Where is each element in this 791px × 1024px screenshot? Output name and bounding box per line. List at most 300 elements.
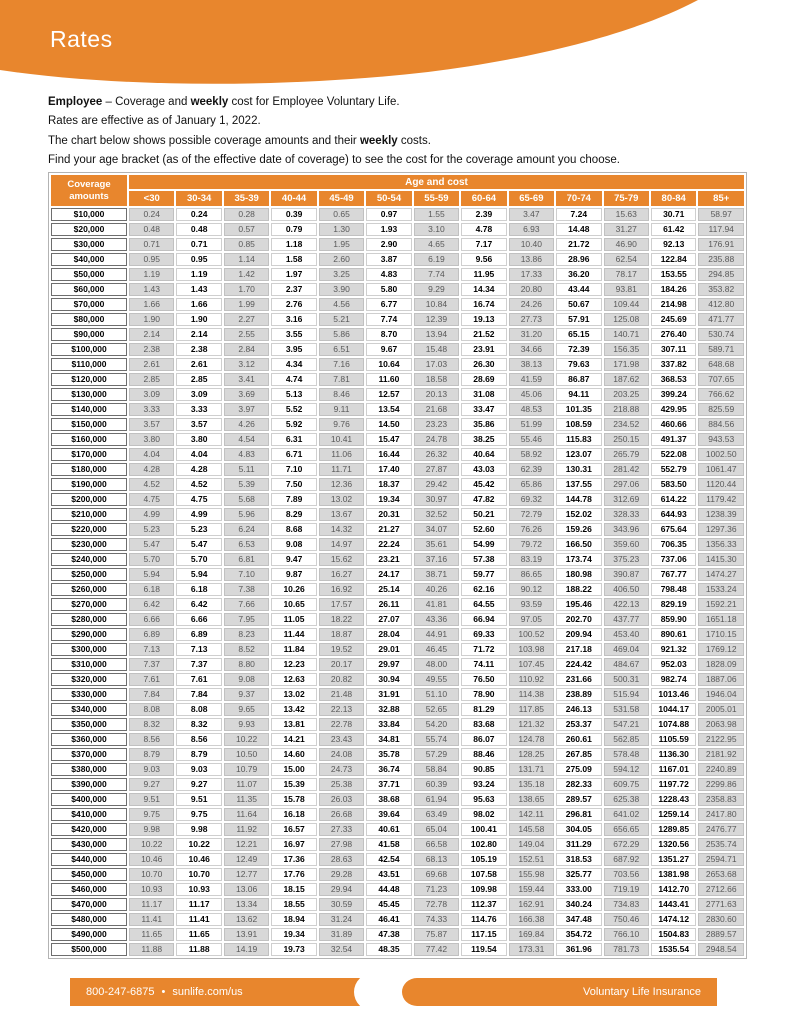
rate-cell: 1592.21 [698,598,744,611]
table-row [51,688,744,701]
rate-cell: 29.28 [319,868,364,881]
rate-cell: 159.26 [556,523,601,536]
rate-cell: 22.24 [366,538,411,551]
coverage-amount-cell: $210,000 [51,508,127,521]
rate-cell: 65.04 [414,823,459,836]
rate-cell: 250.15 [604,433,649,446]
rate-cell: 641.02 [604,808,649,821]
rate-cell: 18.37 [366,478,411,491]
rate-cell: 110.92 [509,673,554,686]
rate-cell: 48.35 [366,943,411,956]
rate-cell: 24.08 [319,748,364,761]
rate-cell: 30.97 [414,493,459,506]
rate-cell: 30.71 [651,208,696,221]
rate-cell: 2005.01 [698,703,744,716]
footer-bullet: • [161,986,166,998]
rate-cell: 21.27 [366,523,411,536]
table-row [51,298,744,311]
rate-cell: 246.13 [556,703,601,716]
rate-cell: 1.58 [271,253,316,266]
coverage-amount-cell: $290,000 [51,628,127,641]
rate-cell: 1415.30 [698,553,744,566]
rate-cell: 265.79 [604,448,649,461]
rate-cell: 522.08 [651,448,696,461]
rate-cell: 359.60 [604,538,649,551]
rate-cell: 173.74 [556,553,601,566]
rate-cell: 9.75 [176,808,221,821]
coverage-amount-cell: $50,000 [51,268,127,281]
rate-cell: 1769.12 [698,643,744,656]
rate-cell: 37.71 [366,778,411,791]
rate-cell: 5.94 [129,568,174,581]
rate-cell: 20.82 [319,673,364,686]
rate-cell: 706.35 [651,538,696,551]
rate-cell: 1167.01 [651,763,696,776]
table-row [51,703,744,716]
coverage-amount-cell: $190,000 [51,478,127,491]
rate-cell: 72.79 [509,508,554,521]
rate-cell: 0.39 [271,208,316,221]
rate-cell: 325.77 [556,868,601,881]
rate-cell: 112.37 [461,898,506,911]
rate-cell: 1.43 [129,283,174,296]
rate-cell: 238.89 [556,688,601,701]
rate-cell: 131.71 [509,763,554,776]
rate-cell: 4.54 [224,433,269,446]
rate-cell: 7.38 [224,583,269,596]
rate-cell: 121.32 [509,718,554,731]
rate-cell: 5.21 [319,313,364,326]
rate-cell: 25.38 [319,778,364,791]
rate-cell: 11.17 [176,898,221,911]
rate-cell: 1.93 [366,223,411,236]
rate-cell: 51.99 [509,418,554,431]
coverage-amount-cell: $320,000 [51,673,127,686]
rate-cell: 4.75 [129,493,174,506]
rate-cell: 52.65 [414,703,459,716]
rate-cell: 368.53 [651,373,696,386]
coverage-amount-cell: $390,000 [51,778,127,791]
rate-cell: 7.13 [129,643,174,656]
rate-cell: 10.70 [129,868,174,881]
table-row [51,433,744,446]
rate-cell: 781.73 [604,943,649,956]
coverage-amount-cell: $20,000 [51,223,127,236]
rate-cell: 12.63 [271,673,316,686]
rate-cell: 6.19 [414,253,459,266]
rate-cell: 11.88 [176,943,221,956]
rate-cell: 2712.66 [698,883,744,896]
rate-cell: 107.58 [461,868,506,881]
rate-cell: 16.57 [271,823,316,836]
rate-cell: 0.71 [129,238,174,251]
coverage-amount-cell: $450,000 [51,868,127,881]
rate-cell: 11.95 [461,268,506,281]
rate-cell: 54.99 [461,538,506,551]
rate-cell: 39.64 [366,808,411,821]
rate-cell: 119.54 [461,943,506,956]
rate-cell: 6.66 [129,613,174,626]
rate-cell: 71.23 [414,883,459,896]
table-row [51,793,744,806]
coverage-amount-cell: $180,000 [51,463,127,476]
rate-cell: 2.37 [271,283,316,296]
rate-cell: 42.54 [366,853,411,866]
coverage-amount-cell: $170,000 [51,448,127,461]
rate-cell: 11.07 [224,778,269,791]
rate-cell: 46.41 [366,913,411,926]
rate-cell: 36.20 [556,268,601,281]
rate-cell: 11.88 [129,943,174,956]
rate-cell: 1.18 [271,238,316,251]
coverage-amount-cell: $330,000 [51,688,127,701]
rate-cell: 500.31 [604,673,649,686]
rate-cell: 18.94 [271,913,316,926]
rate-cell: 15.62 [319,553,364,566]
rate-cell: 406.50 [604,583,649,596]
rate-cell: 28.69 [461,373,506,386]
coverage-amount-cell: $270,000 [51,598,127,611]
coverage-amount-cell: $60,000 [51,283,127,296]
rate-cell: 766.62 [698,388,744,401]
rate-cell: 57.29 [414,748,459,761]
rate-cell: 14.21 [271,733,316,746]
rate-cell: 437.77 [604,613,649,626]
rate-cell: 47.38 [366,928,411,941]
rate-cell: 1136.30 [651,748,696,761]
rate-cell: 347.48 [556,913,601,926]
rate-cell: 152.51 [509,853,554,866]
rate-cell: 40.64 [461,448,506,461]
rate-cell: 86.07 [461,733,506,746]
rate-cell: 589.71 [698,343,744,356]
rate-cell: 4.83 [224,448,269,461]
rate-cell: 15.63 [604,208,649,221]
rate-cell: 18.22 [319,613,364,626]
rate-cell: 58.84 [414,763,459,776]
rate-cell: 3.69 [224,388,269,401]
rate-cell: 2.85 [129,373,174,386]
rate-cell: 3.87 [366,253,411,266]
rate-cell: 2535.74 [698,838,744,851]
rate-cell: 4.83 [366,268,411,281]
rate-cell: 0.95 [129,253,174,266]
age-column-header: 75-79 [604,191,649,206]
rate-cell: 829.19 [651,598,696,611]
table-row [51,343,744,356]
rate-cell: 11.84 [271,643,316,656]
coverage-amount-cell: $280,000 [51,613,127,626]
rate-cell: 16.97 [271,838,316,851]
rate-cell: 703.56 [604,868,649,881]
rate-cell: 15.39 [271,778,316,791]
coverage-amount-cell: $400,000 [51,793,127,806]
rate-cell: 399.24 [651,388,696,401]
rate-cell: 7.10 [271,463,316,476]
rate-cell: 2358.83 [698,793,744,806]
rate-cell: 297.06 [604,478,649,491]
rate-cell: 16.27 [319,568,364,581]
rate-cell: 7.24 [556,208,601,221]
rate-cell: 59.77 [461,568,506,581]
rate-cell: 2830.60 [698,913,744,926]
rate-cell: 145.58 [509,823,554,836]
rate-cell: 58.92 [509,448,554,461]
rate-cell: 562.85 [604,733,649,746]
rate-cell: 11.35 [224,793,269,806]
rate-cell: 101.35 [556,403,601,416]
rate-cell: 8.32 [129,718,174,731]
rate-cell: 0.71 [176,238,221,251]
rate-cell: 31.27 [604,223,649,236]
rate-cell: 7.89 [271,493,316,506]
rate-cell: 21.48 [319,688,364,701]
rate-cell: 7.17 [461,238,506,251]
age-column-header: 60-64 [461,191,506,206]
rate-cell: 2.38 [129,343,174,356]
rate-cell: 98.02 [461,808,506,821]
rate-cell: 2.61 [129,358,174,371]
coverage-amount-cell: $490,000 [51,928,127,941]
table-row [51,613,744,626]
table-row [51,448,744,461]
rate-cell: 21.72 [556,238,601,251]
rate-cell: 2.38 [176,343,221,356]
rate-cell: 88.46 [461,748,506,761]
rate-cell: 54.20 [414,718,459,731]
rate-cell: 4.65 [414,238,459,251]
rate-cell: 7.37 [129,658,174,671]
rate-cell: 9.08 [271,538,316,551]
rate-cell: 15.48 [414,343,459,356]
rate-cell: 8.56 [176,733,221,746]
rate-cell: 943.53 [698,433,744,446]
rate-cell: 2181.92 [698,748,744,761]
rate-cell: 3.80 [176,433,221,446]
rate-cell: 1535.54 [651,943,696,956]
table-row [51,493,744,506]
rate-cell: 6.93 [509,223,554,236]
rate-cell: 10.70 [176,868,221,881]
rate-cell: 152.02 [556,508,601,521]
rate-cell: 0.24 [129,208,174,221]
table-row [51,253,744,266]
rate-cell: 48.00 [414,658,459,671]
rate-cell: 124.78 [509,733,554,746]
rate-cell: 11.65 [129,928,174,941]
rate-cell: 3.33 [176,403,221,416]
rate-cell: 10.22 [176,838,221,851]
coverage-amount-cell: $70,000 [51,298,127,311]
rate-cell: 4.52 [176,478,221,491]
rate-cell: 43.03 [461,463,506,476]
rate-cell: 31.24 [319,913,364,926]
rate-cell: 13.42 [271,703,316,716]
rate-cell: 76.26 [509,523,554,536]
rate-cell: 107.45 [509,658,554,671]
table-row [51,418,744,431]
rate-cell: 253.37 [556,718,601,731]
rate-cell: 5.86 [319,328,364,341]
banner-swoosh-shape [0,0,791,95]
rate-cell: 19.34 [271,928,316,941]
rate-cell: 75.87 [414,928,459,941]
rate-cell: 7.50 [271,478,316,491]
rate-cell: 76.50 [461,673,506,686]
rate-cell: 1474.27 [698,568,744,581]
rate-cell: 17.40 [366,463,411,476]
rate-cell: 8.46 [319,388,364,401]
rate-cell: 15.78 [271,793,316,806]
rate-cell: 18.55 [271,898,316,911]
rate-cell: 5.13 [271,388,316,401]
rate-cell: 13.62 [224,913,269,926]
rate-cell: 17.33 [509,268,554,281]
table-row [51,673,744,686]
rate-cell: 14.48 [556,223,601,236]
rate-cell: 15.47 [366,433,411,446]
rate-cell: 13.81 [271,718,316,731]
rate-cell: 86.87 [556,373,601,386]
rate-cell: 12.21 [224,838,269,851]
rate-cell: 675.64 [651,523,696,536]
rate-cell: 9.98 [176,823,221,836]
rate-cell: 26.68 [319,808,364,821]
rate-cell: 13.54 [366,403,411,416]
rate-cell: 1351.27 [651,853,696,866]
footer-website: sunlife.com/us [172,986,243,998]
rate-cell: 1356.33 [698,538,744,551]
table-row [51,463,744,476]
rate-cell: 11.41 [129,913,174,926]
rate-cell: 4.99 [176,508,221,521]
rate-cell: 8.29 [271,508,316,521]
rate-cell: 50.21 [461,508,506,521]
rate-cell: 33.84 [366,718,411,731]
rate-cell: 2.85 [176,373,221,386]
coverage-amount-cell: $110,000 [51,358,127,371]
rate-cell: 1074.88 [651,718,696,731]
rate-cell: 31.20 [509,328,554,341]
rate-cell: 1105.59 [651,733,696,746]
rate-cell: 62.39 [509,463,554,476]
rate-cell: 27.98 [319,838,364,851]
rate-cell: 0.79 [271,223,316,236]
rate-cell: 72.78 [414,898,459,911]
table-row [51,283,744,296]
rate-cell: 27.87 [414,463,459,476]
rate-cell: 9.27 [129,778,174,791]
rate-cell: 38.25 [461,433,506,446]
rate-cell: 195.46 [556,598,601,611]
age-column-header: 30-34 [176,191,221,206]
rate-cell: 2594.71 [698,853,744,866]
rate-cell: 62.54 [604,253,649,266]
rate-cell: 1259.14 [651,808,696,821]
rate-cell: 2.27 [224,313,269,326]
rate-cell: 18.58 [414,373,459,386]
rate-cell: 128.25 [509,748,554,761]
table-row [51,373,744,386]
rate-cell: 1443.41 [651,898,696,911]
rate-cell: 8.79 [176,748,221,761]
rate-cell: 1533.24 [698,583,744,596]
rate-cell: 7.84 [129,688,174,701]
table-row [51,538,744,551]
rate-cell: 281.42 [604,463,649,476]
rate-cell: 30.59 [319,898,364,911]
rate-cell: 412.80 [698,298,744,311]
rate-cell: 14.60 [271,748,316,761]
rate-cell: 1946.04 [698,688,744,701]
rate-cell: 2948.54 [698,943,744,956]
rate-cell: 7.10 [224,568,269,581]
rate-cell: 140.71 [604,328,649,341]
rate-cell: 109.98 [461,883,506,896]
age-column-header: 45-49 [319,191,364,206]
rate-cell: 43.44 [556,283,601,296]
rate-cell: 32.52 [414,508,459,521]
rate-cell: 1.43 [176,283,221,296]
page-title: Rates [50,26,113,52]
coverage-amount-cell: $140,000 [51,403,127,416]
age-column-header: 85+ [698,191,744,206]
rate-cell: 74.11 [461,658,506,671]
rate-cell: 2.55 [224,328,269,341]
coverage-amount-cell: $460,000 [51,883,127,896]
rate-cell: 94.11 [556,388,601,401]
rate-cell: 41.59 [509,373,554,386]
rate-cell: 3.09 [176,388,221,401]
table-row [51,508,744,521]
table-row [51,883,744,896]
rate-cell: 0.48 [129,223,174,236]
rate-cell: 8.56 [129,733,174,746]
rate-cell: 24.17 [366,568,411,581]
rate-cell: 6.81 [224,553,269,566]
rate-cell: 40.61 [366,823,411,836]
coverage-amount-cell: $310,000 [51,658,127,671]
rate-cell: 68.13 [414,853,459,866]
rate-cell: 55.46 [509,433,554,446]
rate-cell: 93.81 [604,283,649,296]
rate-cell: 469.04 [604,643,649,656]
rate-cell: 1.30 [319,223,364,236]
coverage-amount-cell: $240,000 [51,553,127,566]
rate-cell: 353.82 [698,283,744,296]
rate-cell: 453.40 [604,628,649,641]
intro-line: Employee – Coverage and weekly cost for Employee Voluntary Life. [48,96,400,108]
table-row [51,808,744,821]
rate-cell: 2.14 [176,328,221,341]
rate-cell: 79.72 [509,538,554,551]
rate-cell: 14.19 [224,943,269,956]
rate-cell: 11.05 [271,613,316,626]
rate-cell: 9.56 [461,253,506,266]
rate-cell: 61.94 [414,793,459,806]
rate-cell: 21.68 [414,403,459,416]
rate-cell: 26.32 [414,448,459,461]
footer-phone: 800-247-6875 [86,986,155,998]
rate-cell: 16.18 [271,808,316,821]
rate-cell: 361.96 [556,943,601,956]
rate-cell: 33.47 [461,403,506,416]
table-row [51,943,744,956]
rate-cell: 7.66 [224,598,269,611]
rate-cell: 79.63 [556,358,601,371]
rate-cell: 2.14 [129,328,174,341]
rate-cell: 83.68 [461,718,506,731]
